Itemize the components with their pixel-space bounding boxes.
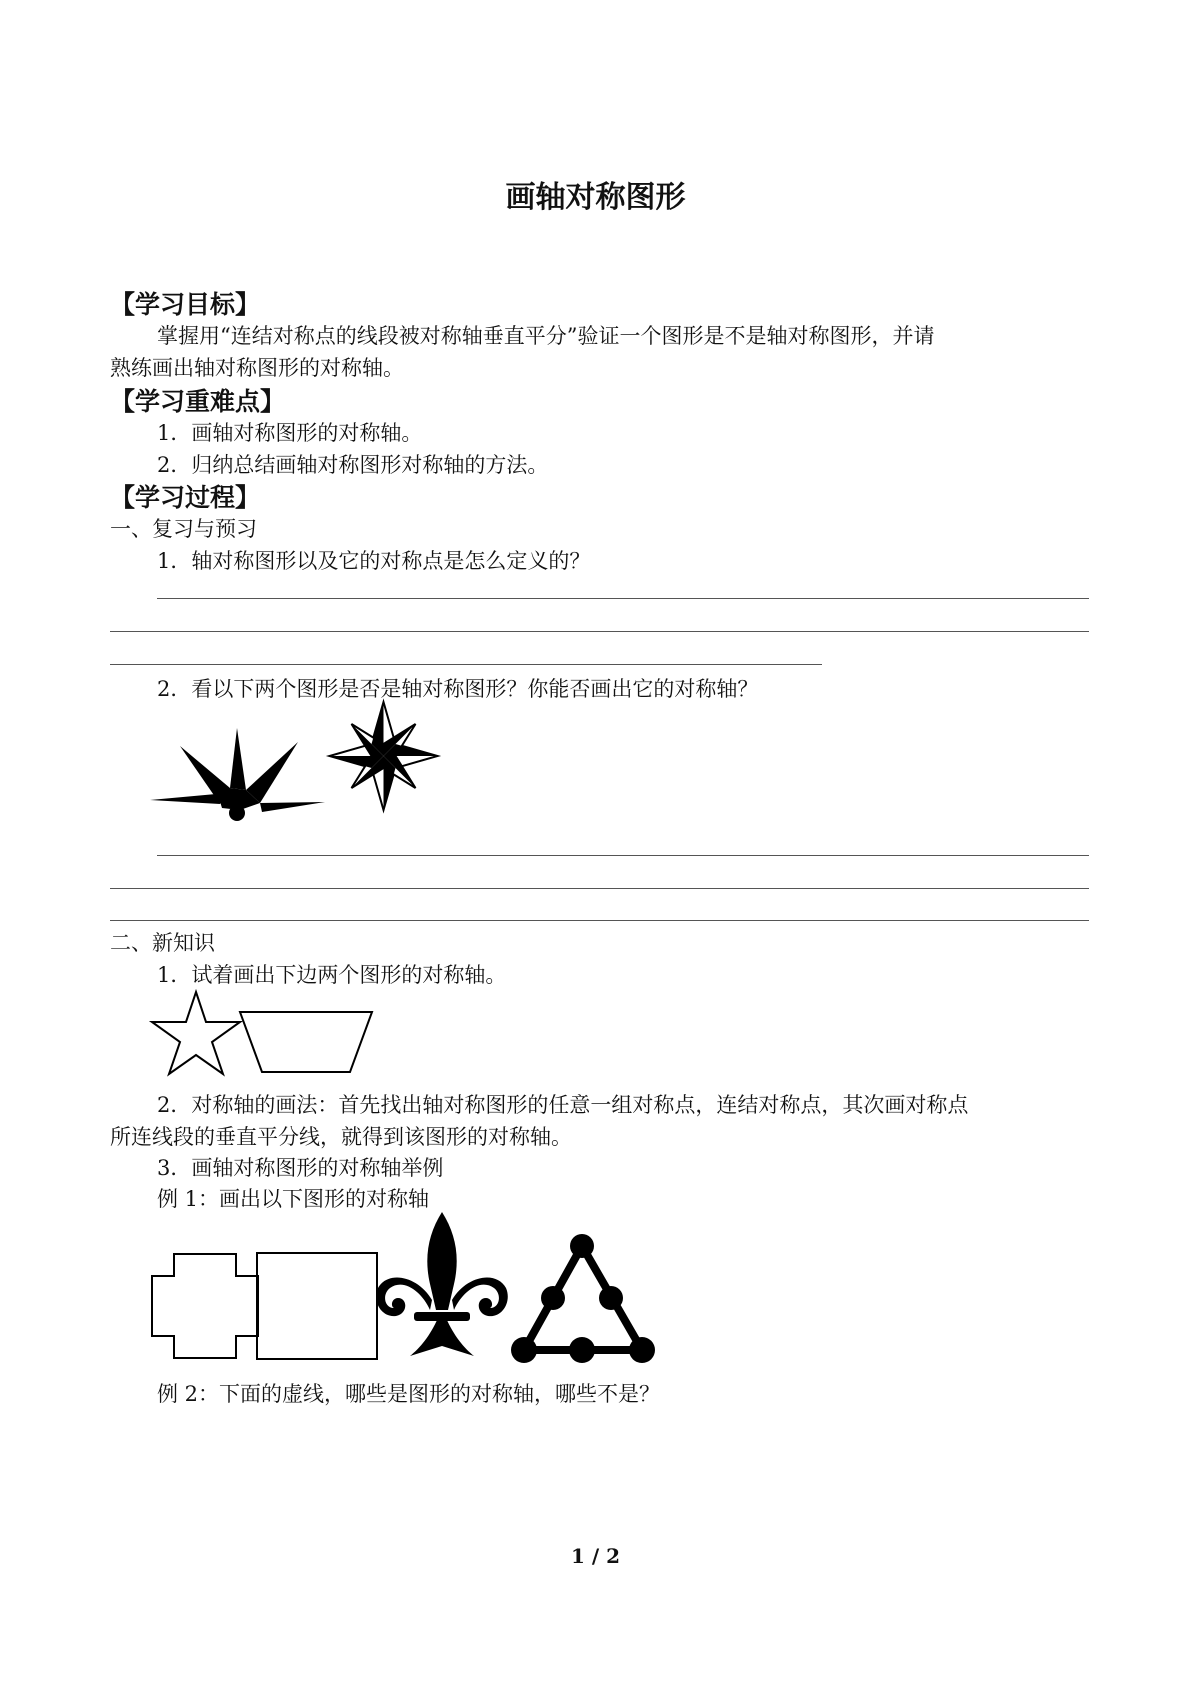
question-1: 1．轴对称图形以及它的对称点是怎么定义的？	[157, 549, 591, 573]
new-knowledge-3: 3．画轴对称图形的对称轴举例	[157, 1156, 444, 1180]
answer-line	[157, 855, 1089, 856]
keypoints-heading: 【学习重难点】	[110, 387, 286, 416]
question-2: 2．看以下两个图形是否是轴对称图形？你能否画出它的对称轴？	[157, 677, 759, 701]
goals-text-line2: 熟练画出轴对称图形的对称轴。	[110, 356, 404, 380]
example-2: 例 2：下面的虚线，哪些是图形的对称轴，哪些不是？	[157, 1382, 661, 1406]
example-1: 例 1：画出以下图形的对称轴	[157, 1187, 430, 1211]
keypoint-2: 2．归纳总结画轴对称图形对称轴的方法。	[157, 453, 549, 477]
cross-shape-figure	[150, 1252, 260, 1360]
trapezoid-figure	[238, 1010, 374, 1074]
new-knowledge-2-line2: 所连线段的垂直平分线，就得到该图形的对称轴。	[110, 1125, 572, 1149]
page-title: 画轴对称图形	[505, 180, 686, 215]
part1-heading: 一、复习与预习	[110, 517, 257, 541]
answer-line	[110, 920, 1089, 921]
compass-star-figure	[326, 700, 441, 812]
answer-line	[157, 598, 1089, 599]
fleur-de-lis-figure	[374, 1212, 510, 1358]
new-knowledge-1: 1．试着画出下边两个图形的对称轴。	[157, 963, 507, 987]
star-outline-figure	[150, 990, 242, 1076]
answer-line	[110, 664, 822, 665]
part2-heading: 二、新知识	[110, 931, 215, 955]
square-figure	[256, 1252, 378, 1360]
new-knowledge-2-line1: 2．对称轴的画法：首先找出轴对称图形的任意一组对称点，连结对称点，其次画对称点	[157, 1093, 969, 1117]
page-number: 1 / 2	[570, 1544, 621, 1568]
goals-heading: 【学习目标】	[110, 290, 261, 319]
fan-star-figure	[150, 728, 330, 828]
process-heading: 【学习过程】	[110, 483, 261, 512]
goals-text-line1: 掌握用“连结对称点的线段被对称轴垂直平分”验证一个图形是不是轴对称图形，并请	[157, 324, 935, 348]
keypoint-1: 1．画轴对称图形的对称轴。	[157, 421, 423, 445]
dot-triangle-figure	[510, 1232, 656, 1366]
answer-line	[110, 631, 1089, 632]
answer-line	[110, 888, 1089, 889]
